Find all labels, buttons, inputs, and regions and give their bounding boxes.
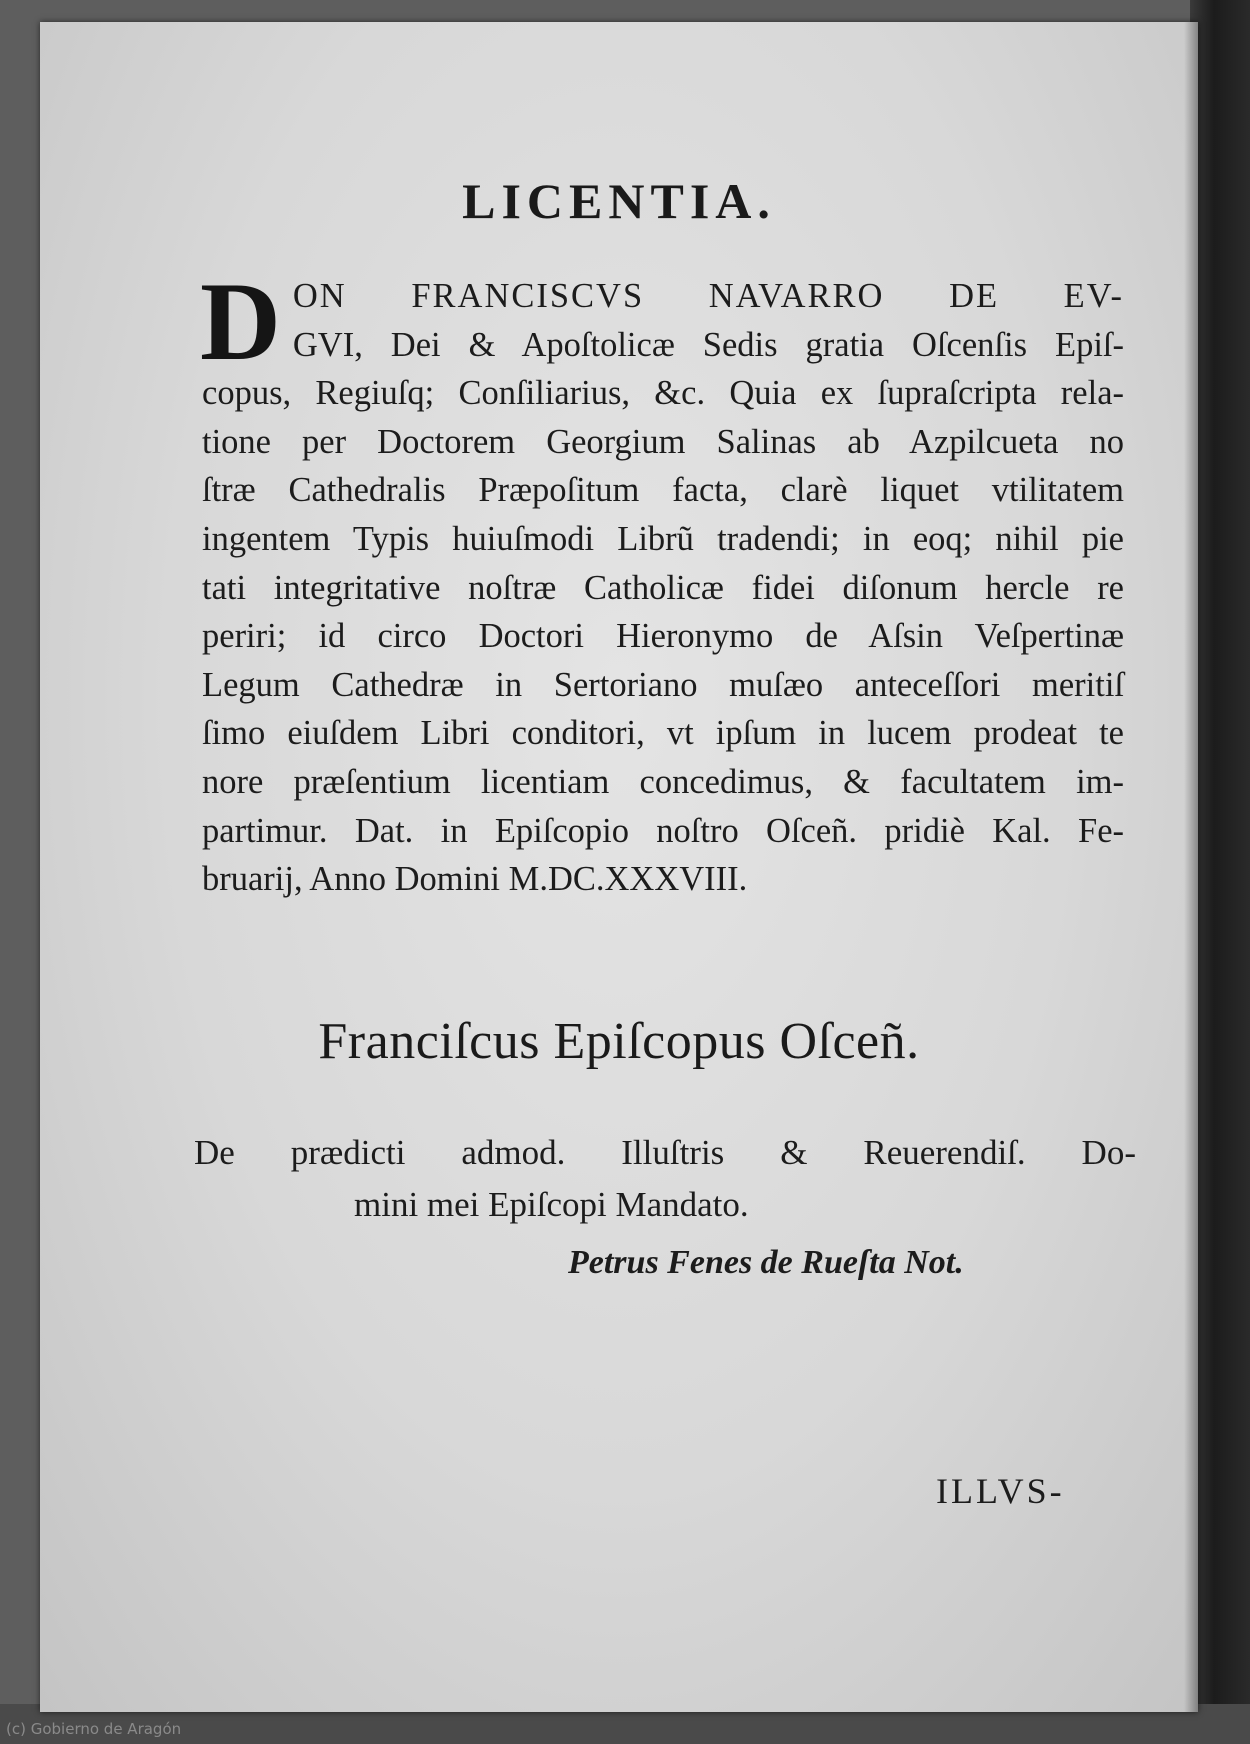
copyright-watermark: (c) Gobierno de Aragón — [6, 1720, 182, 1738]
mandate-line: mini mei Epiſcopi Mandato. — [354, 1185, 749, 1224]
drop-cap: D — [200, 260, 281, 384]
mandate-statement — [194, 1127, 1136, 1231]
body-line: tati integritative noſtræ Catholicæ fidei diſonum hercle re — [202, 568, 1124, 607]
bishop-signature: Franciſcus Epiſcopus Oſceñ. — [318, 1013, 920, 1070]
body-line: tione per Doctorem Georgium Salinas ab Azpilcueta no — [202, 422, 1124, 461]
license-body — [200, 260, 1124, 904]
body-line: ſimo eiuſdem Libri conditori, vt ipſum in lucem prodeat te — [202, 714, 1124, 753]
document-page — [40, 22, 1198, 1712]
body-line: ſtræ Cathedralis Præpoſitum facta, clarè liquet vtilitatem — [202, 471, 1124, 510]
body-line: copus, Regiuſq; Conſiliarius, &c. Quia ex ſupraſcripta rela- — [202, 374, 1124, 413]
page-title: LICENTIA. — [462, 173, 776, 229]
catchword: ILLVS- — [936, 1471, 1065, 1511]
body-line: GVI, Dei & Apoſtolicæ Sedis gratia Oſcenſis Epiſ- — [292, 325, 1124, 364]
mandate-line: De prædicti admod. Illuſtris & Reuerendiſ. Do- — [194, 1133, 1136, 1172]
body-line: ingentem Typis huiuſmodi Librũ tradendi; in eoq; nihil pie — [202, 519, 1124, 558]
notary-signature: Petrus Fenes de Rueſta Not. — [568, 1244, 964, 1281]
scan-edge-right — [1190, 0, 1250, 1744]
body-line: Legum Cathedræ in Sertoriano muſæo anteceſſori meritiſ — [202, 665, 1124, 704]
body-line: periri; id circo Doctori Hieronymo de Aſsin Veſpertinæ — [202, 617, 1124, 656]
body-line: ON FRANCISCVS NAVARRO DE EV- — [292, 277, 1124, 315]
body-line: partimur. Dat. in Epiſcopio noſtro Oſceñ. pridiè Kal. Fe- — [202, 811, 1124, 850]
body-line: bruarij, Anno Domini M.DC.XXXVIII. — [202, 860, 748, 899]
body-line: nore præſentium licentiam concedimus, & facultatem im- — [202, 762, 1124, 801]
